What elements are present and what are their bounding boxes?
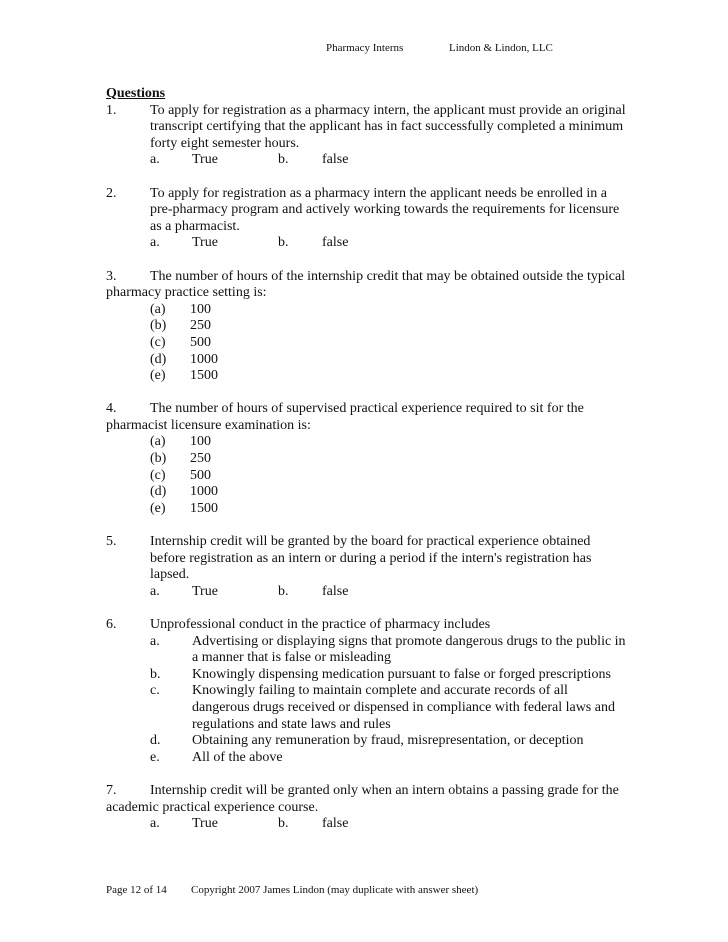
question-number: 3. [106, 268, 117, 284]
option-b-label: b. [278, 816, 289, 832]
option-row [106, 468, 626, 485]
option-row [106, 683, 626, 733]
option-false: false [322, 152, 349, 168]
option-label: (e) [150, 368, 166, 384]
questions-section [106, 86, 626, 833]
question-text: Internship credit will be granted only when an intern obtains a passing grade for the academic practical experience course. [106, 782, 619, 815]
page-number: Page 12 of 14 [106, 884, 167, 896]
option-value: 500 [190, 467, 211, 483]
option-value: 250 [190, 451, 211, 467]
option-value: Knowingly dispensing medication pursuant to false or forged prescriptions [192, 666, 611, 682]
option-true: True [192, 235, 218, 251]
question-7 [106, 783, 626, 816]
option-row [106, 451, 626, 468]
option-row [106, 302, 626, 319]
question-number: 4. [106, 401, 117, 417]
option-a-label: a. [150, 583, 160, 599]
option-value: Obtaining any remuneration by fraud, misrepresentation, or deception [192, 733, 584, 749]
true-false-options [106, 152, 626, 169]
option-value: 250 [190, 318, 211, 334]
option-b-label: b. [278, 235, 289, 251]
question-4 [106, 401, 626, 434]
question-text: To apply for registration as a pharmacy intern the applicant needs be enrolled in a pre-pharmacy program and actively working towards the requirements for licensure as a pharmacist. [150, 185, 620, 234]
question-number: 2. [106, 185, 117, 201]
option-b-label: b. [278, 583, 289, 599]
option-row [106, 634, 626, 667]
option-label: (d) [150, 351, 167, 367]
option-label: c. [150, 683, 160, 699]
question-number: 5. [106, 534, 117, 550]
copyright-notice: Copyright 2007 James Lindon (may duplicate with answer sheet) [191, 884, 479, 896]
true-false-options [106, 816, 626, 833]
option-row [106, 501, 626, 518]
question-text: The number of hours of the internship credit that may be obtained outside the typical pharmacy practice setting is: [106, 268, 626, 301]
true-false-options [106, 235, 626, 252]
option-label: (d) [150, 484, 167, 500]
option-value: 1000 [190, 351, 218, 367]
option-label: (e) [150, 500, 166, 516]
option-value: All of the above [192, 749, 283, 765]
question-5 [106, 534, 626, 584]
option-row [106, 434, 626, 451]
question-text: The number of hours of supervised practical experience required to sit for the pharmacist licensure examination is: [106, 401, 584, 433]
true-false-options [106, 584, 626, 601]
question-3 [106, 269, 626, 302]
option-label: (c) [150, 467, 166, 483]
section-heading: Questions [106, 86, 166, 101]
option-a-label: a. [150, 235, 160, 251]
option-b-label: b. [278, 152, 289, 168]
option-false: false [322, 235, 349, 251]
option-true: True [192, 816, 218, 832]
option-row [106, 368, 626, 385]
option-label: (a) [150, 301, 166, 317]
question-text: Unprofessional conduct in the practice of pharmacy includes [150, 617, 491, 632]
option-label: a. [150, 633, 160, 649]
option-value: 500 [190, 334, 211, 350]
option-row [106, 318, 626, 335]
option-false: false [322, 816, 349, 832]
option-false: false [322, 583, 349, 599]
option-value: 100 [190, 434, 211, 450]
option-value: Knowingly failing to maintain complete and accurate records of all dangerous drugs received or dispensed in compliance with federal laws and regulations and state laws and rules [192, 683, 615, 732]
option-row [106, 667, 626, 684]
option-true: True [192, 583, 218, 599]
option-a-label: a. [150, 152, 160, 168]
option-row [106, 352, 626, 369]
option-value: 1000 [190, 484, 218, 500]
option-row [106, 484, 626, 501]
option-value: Advertising or displaying signs that promote dangerous drugs to the public in a manner that is false or misleading [192, 633, 626, 666]
header-company: Lindon & Lindon, LLC [449, 42, 553, 54]
option-label: (a) [150, 434, 166, 450]
option-label: (c) [150, 334, 166, 350]
option-row [106, 750, 626, 767]
question-number: 1. [106, 102, 117, 118]
option-label: e. [150, 749, 160, 765]
option-label: d. [150, 733, 161, 749]
question-text: To apply for registration as a pharmacy intern, the applicant must provide an original transcript certifying that the applicant has in fact successfully completed a minimum forty eight semester hours. [150, 102, 626, 151]
option-value: 1500 [190, 500, 218, 516]
question-1 [106, 103, 626, 153]
question-number: 6. [106, 617, 117, 632]
header-title: Pharmacy Interns [326, 42, 404, 54]
option-a-label: a. [150, 816, 160, 832]
option-row [106, 335, 626, 352]
question-6 [106, 617, 626, 634]
question-2 [106, 186, 626, 236]
question-number: 7. [106, 782, 117, 798]
option-label: (b) [150, 451, 167, 467]
option-label: b. [150, 666, 161, 682]
option-value: 1500 [190, 368, 218, 384]
option-label: (b) [150, 318, 167, 334]
option-value: 100 [190, 301, 211, 317]
question-text: Internship credit will be granted by the board for practical experience obtained before registration as an intern or during a period if the intern's registration has lapsed. [150, 534, 592, 583]
option-row [106, 733, 626, 750]
option-true: True [192, 152, 218, 168]
